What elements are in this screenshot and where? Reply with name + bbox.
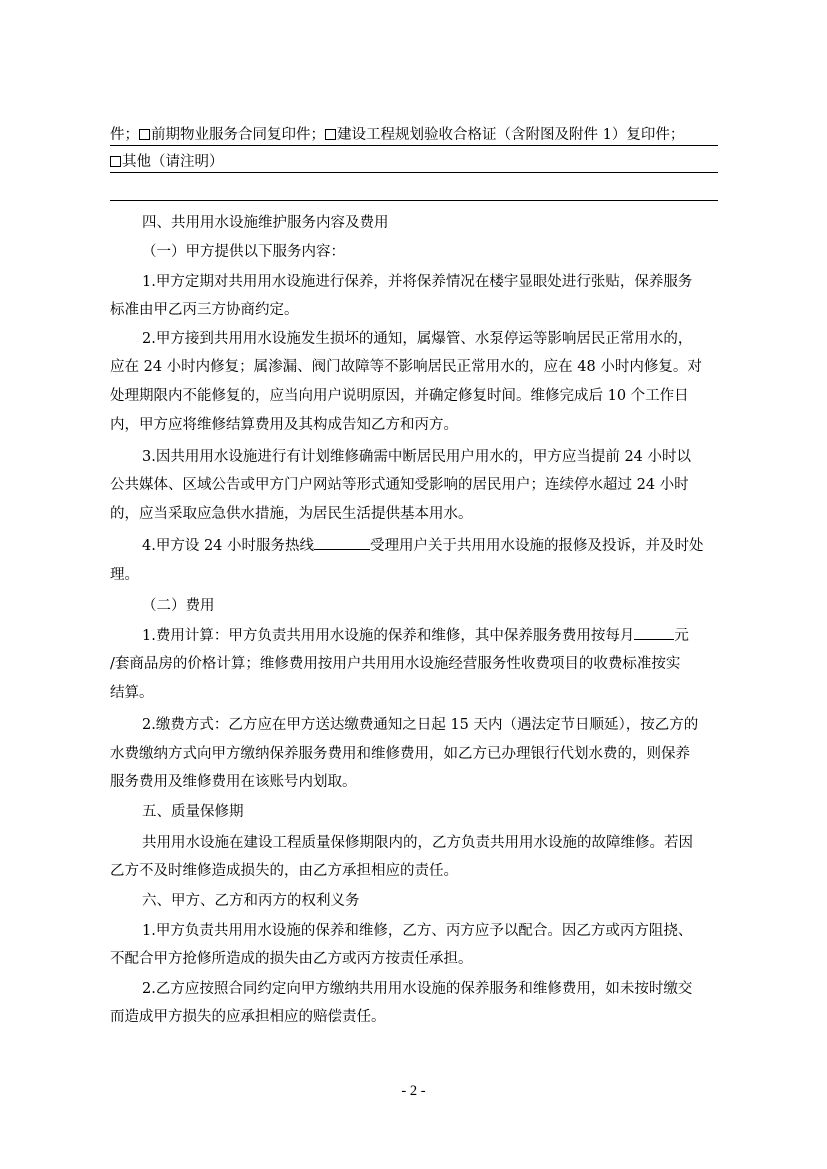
paragraph-line: 2.甲方接到共用用水设施发生损坏的通知，属爆管、水泵停运等影响居民正常用水的， bbox=[142, 331, 693, 347]
subsection-1-title: （一）甲方提供以下服务内容： bbox=[142, 244, 345, 260]
section-5-title: 五、质量保修期 bbox=[142, 804, 244, 820]
paragraph-line: 处理期限内不能修复的，应当向用户说明原因，并确定修复时间。维修完成后 10 个工作日 bbox=[110, 388, 689, 404]
paragraph-line: /套商品房的价格计算；维修费用按用户共用用水设施经营服务性收费项目的收费标准按实 bbox=[110, 656, 681, 672]
paragraph-line bbox=[142, 532, 718, 560]
subsection-2-title: （二）费用 bbox=[142, 598, 215, 614]
underline-rule bbox=[110, 200, 718, 201]
paragraph-line: 2.缴费方式：乙方应在甲方送达缴费通知之日起 15 天内（遇法定节日顺延），按乙方的 bbox=[142, 717, 699, 733]
checkbox-other[interactable] bbox=[110, 156, 121, 167]
paragraph-line: 应在 24 小时内修复；属渗漏、阀门故障等不影响居民正常用水的，应在 48 小时内修复。对 bbox=[110, 359, 702, 375]
paragraph-line: 1.甲方定期对共用用水设施进行保养，并将保养情况在楼宇显眼处进行张贴，保养服务 bbox=[142, 274, 693, 290]
attachment-construction-cert: 建设工程规划验收合格证（含附图及附件 1）复印件； bbox=[337, 127, 685, 143]
checkbox-construction-cert[interactable] bbox=[325, 129, 336, 140]
paragraph-line: 理。 bbox=[110, 567, 139, 583]
paragraph-line: 水费缴纳方式向甲方缴纳保养服务费用和维修费用，如乙方已办理银行代划水费的，则保养 bbox=[110, 746, 690, 762]
paragraph-line: 标准由甲乙丙三方协商约定。 bbox=[110, 302, 299, 318]
checkbox-prior-service[interactable] bbox=[139, 129, 150, 140]
hotline-blank[interactable] bbox=[314, 535, 370, 550]
paragraph-line: 共用用水设施在建设工程质量保修期限内的，乙方负责共用用水设施的故障维修。若因 bbox=[142, 835, 693, 851]
section-6-title: 六、甲方、乙方和丙方的权利义务 bbox=[142, 893, 360, 909]
section-4-title: 四、共用用水设施维护服务内容及费用 bbox=[142, 215, 389, 231]
page-number: - 2 - bbox=[401, 1083, 426, 1099]
fee-text-after: 元 bbox=[674, 628, 689, 644]
attachment-prior-service: 前期物业服务合同复印件； bbox=[151, 127, 325, 143]
paragraph-line: 2.乙方应按照合同约定向甲方缴纳共用用水设施的保养服务和维修费用，如未按时缴交 bbox=[142, 981, 693, 997]
paragraph-line: 乙方不及时维修造成损失的，由乙方承担相应的责任。 bbox=[110, 863, 458, 879]
fee-text-before: 1.费用计算：甲方负责共用用水设施的保养和维修，其中保养服务费用按每月 bbox=[142, 628, 635, 644]
underline-rule bbox=[110, 172, 718, 173]
paragraph-line: 的，应当采取应急供水措施，为居民生活提供基本用水。 bbox=[110, 506, 473, 522]
hotline-text-before: 4.甲方设 24 小时服务热线 bbox=[142, 538, 315, 554]
paragraph-line: 而造成甲方损失的应承担相应的赔偿责任。 bbox=[110, 1009, 386, 1025]
underline-rule bbox=[110, 145, 718, 146]
paragraph-line: 结算。 bbox=[110, 685, 154, 701]
paragraph-line bbox=[142, 622, 718, 650]
paragraph-line: 公共媒体、区域公告或甲方门户网站等形式通知受影响的居民用户；连续停水超过 24 小时 bbox=[110, 477, 689, 493]
attachment-other: 其他（请注明） bbox=[122, 154, 224, 170]
hotline-text-after: 受理用户关于共用用水设施的报修及投诉，并及时处 bbox=[370, 538, 704, 554]
paragraph-line: 1.甲方负责共用用水设施的保养和维修，乙方、丙方应予以配合。因乙方或丙方阻挠、 bbox=[142, 923, 693, 939]
paragraph-line: 服务费用及维修费用在该账号内划取。 bbox=[110, 774, 357, 790]
fee-amount-blank[interactable] bbox=[634, 625, 674, 640]
attachment-prefix: 件； bbox=[110, 127, 139, 143]
paragraph-line: 3.因共用用水设施进行有计划维修确需中断居民用户用水的，甲方应当提前 24 小时以 bbox=[142, 449, 692, 465]
paragraph-line: 内，甲方应将维修结算费用及其构成告知乙方和丙方。 bbox=[110, 417, 458, 433]
paragraph-line: 不配合甲方抢修所造成的损失由乙方或丙方按责任承担。 bbox=[110, 951, 473, 967]
